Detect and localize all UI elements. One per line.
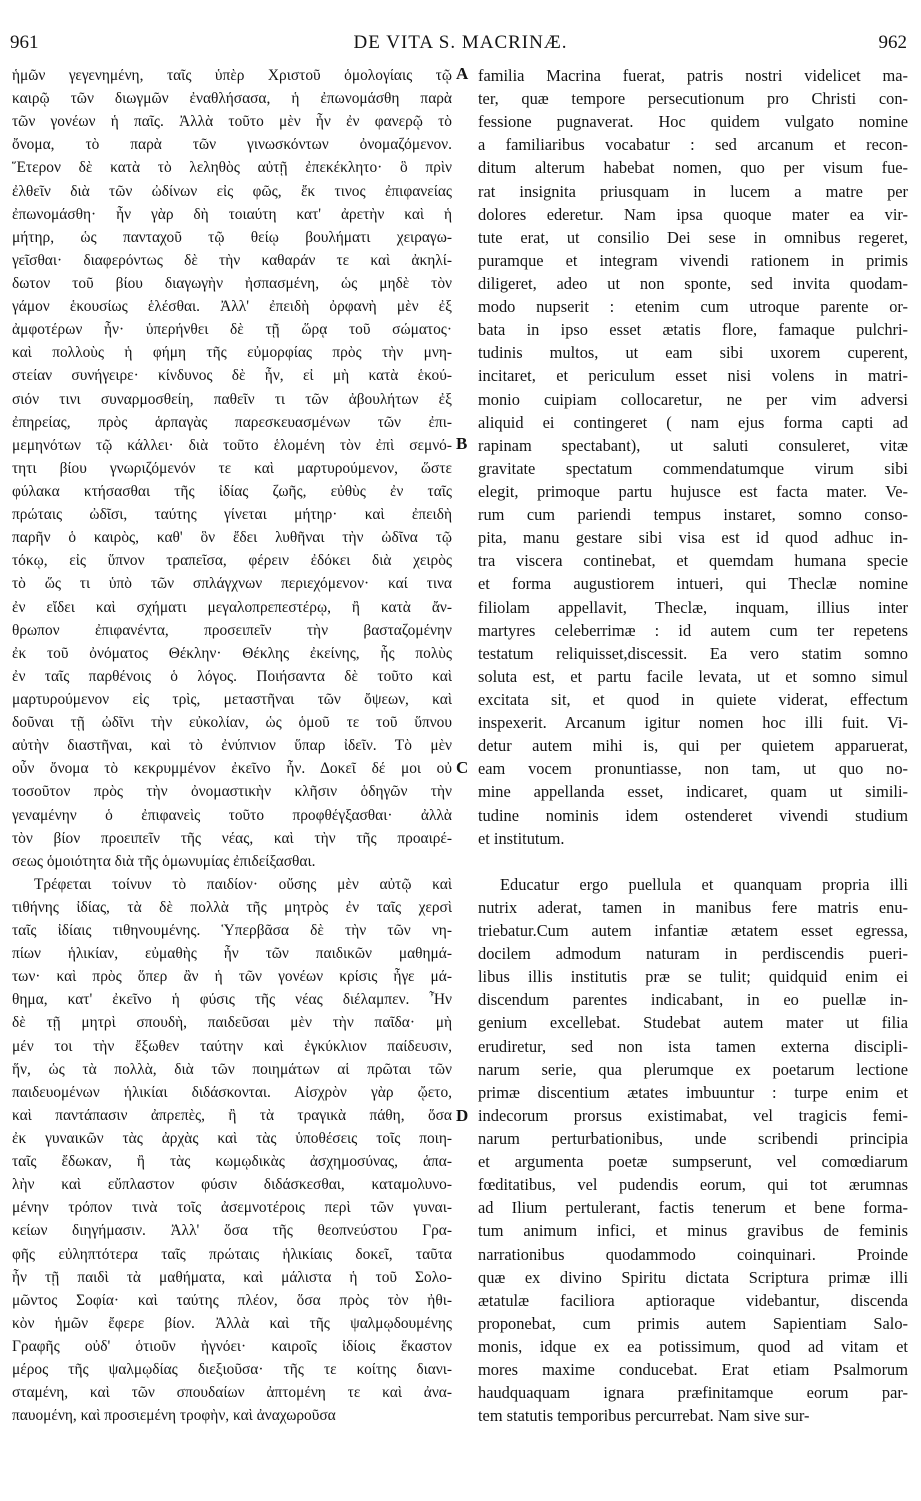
greek-line: παιδευομένων ἡλικίαι διδάσκονται. Αἰσχρὸν γὰρ ᾤετο, — [12, 1083, 452, 1101]
latin-line: discendum parentes indicabant, in eo puellæ in- — [478, 990, 908, 1010]
latin-line: fœditatibus, vel pudendis eorum, qui tot ærumnas — [478, 1175, 908, 1195]
latin-line: tute erat, ut consilio Dei sese in omnibus regeret, — [478, 227, 908, 247]
latin-line: erudiretur, sed non ista tamen externa discipli- — [478, 1036, 908, 1056]
greek-line: των· καὶ πρὸς ὅπερ ἂν ἡ τῶν γονέων κρίσις ἦγε μά- — [12, 968, 452, 986]
greek-line: μένην τρόπον τινὰ τοῖς ἀσεμνοτέροις περὶ τῶν γυναι- — [12, 1199, 452, 1217]
latin-line: mores maxime conducebat. Erat etiam Psalmorum — [478, 1360, 908, 1380]
greek-line: μαρτυρούμενον εἰς τρὶς, μεταστῆναι τῶν ὄψεων, καὶ — [12, 690, 452, 708]
greek-line: Γραφῆς οὐδ' ὁτιοῦν ἠγνόει· καιροῖς ἰδίοις ἕκαστον — [12, 1338, 452, 1356]
greek-line: ἡμῶν γεγενημένη, ταῖς ὑπὲρ Χριστοῦ ὁμολογίαις τῷ — [12, 67, 452, 84]
latin-line: rum cum pariendi tempus instaret, somno conso- — [478, 505, 908, 525]
greek-line: ἐν ταῖς παρθένοις ὁ λόγος. Ποιήσαντα δὲ τοῦτο καὶ — [12, 667, 452, 685]
greek-line: μῶντος Σοφία· καὶ ταύτης πλέον, ὅσα πρὸς τὸν ἠθι- — [12, 1291, 452, 1309]
margin-marker-a: A — [456, 64, 469, 83]
greek-line: θρωπον ἐπιφανέντα, προσειπεῖν τὴν βασταζομένην — [12, 621, 452, 639]
greek-line: γεναμένην ὁ ἐπιφανεὶς τοῦτο προφθέγξασθαι· ἀλλὰ — [12, 806, 452, 824]
latin-line: puramque et integram vivendi rationem in primis — [478, 250, 908, 270]
greek-line: ἐπηρείας, πρὸς ἁρπαγὰς παρεσκευασμένων τῶν ἐπι- — [12, 413, 452, 431]
latin-line: bata in ipso esset ætatis flore, famaque pulchri- — [478, 320, 908, 340]
page-number-right: 962 — [878, 32, 907, 53]
latin-line: ter, quæ tempore persecutionum pro Christi con- — [478, 89, 908, 109]
greek-line: παυομένη, καὶ προσιεμένη τροφὴν, καὶ ἀναχωροῦσα — [12, 1407, 336, 1425]
latin-line: ditum alterum habebat nomen, quo per visum fue- — [478, 158, 908, 178]
latin-line: genium excellebat. Studebat autem mater ut filia — [478, 1013, 908, 1033]
latin-line: narum perturbationibus, unde scribendi principia — [478, 1129, 908, 1149]
greek-line: ἥν, ὡς τὰ πολλὰ, διὰ τῶν ποιημάτων αἱ πρῶται τῶν — [12, 1060, 452, 1078]
greek-line: ἐκ γυναικῶν τὰς ἀρχὰς καὶ τὰς ὑποθέσεις τοῖς ποιη- — [12, 1130, 452, 1148]
latin-line: tem statutis temporibus percurrebat. Nam sive sur- — [478, 1406, 810, 1426]
greek-line: μέρος τῆς ψαλμῳδίας διεξιοῦσα· τῆς τε κοίτης διανι- — [12, 1361, 452, 1379]
greek-line: τοσοῦτον πρὸς τὴν ὀνομαστικὴν κλῆσιν ὁδηγῶν τὴν — [12, 783, 452, 801]
latin-line: docilem admodum naturam in perdiscendis pueri- — [478, 944, 908, 964]
latin-line: soluta est, et partu facile levata, ut et somno simul — [478, 666, 908, 686]
greek-line: Τρέφεται τοίνυν τὸ παιδίον· οὔσης μὲν αὐτῷ καὶ — [34, 875, 452, 893]
margin-marker-b: B — [456, 434, 468, 453]
latin-line: fessione pugnaverat. Hoc quidem vulgato nomine — [478, 112, 908, 132]
latin-line: tudinis multos, ut eam sibi uxorem cuperent, — [478, 343, 908, 363]
latin-line: dolores ederetur. Nam ipsa quoque mater ea vir- — [478, 204, 908, 224]
greek-line: ἐπωνομάσθη· ἦν γὰρ δὴ τοιαύτη κατ' ἀρετὴν καὶ ἡ — [12, 205, 452, 223]
latin-line: rat insignita priusquam in lucem a matre per — [478, 181, 908, 201]
greek-line: μήτηρ, ὡς πανταχοῦ τῷ θείῳ βουλήματι χειραγω- — [12, 228, 452, 246]
latin-line: gravitate spectatum commendatumque virum sibi — [478, 458, 908, 478]
latin-line: familia Macrina fuerat, patris nostri videlicet ma- — [478, 66, 908, 85]
latin-line: quæ ex divino Spiritu dictata Scriptura primæ illi — [478, 1267, 908, 1287]
greek-line: καὶ πολλοὺς ἡ φήμη τῆς εὐμορφίας πρὸς τὴν μνη- — [12, 344, 452, 362]
greek-text-column — [12, 64, 452, 1427]
greek-line: καὶ παντάπασιν ἀπρεπὲς, ἢ τὰ τραγικὰ πάθη, ὅσα — [12, 1106, 452, 1124]
latin-line: Educatur ergo puellula et quanquam propria illi — [500, 874, 908, 894]
latin-line: monis, idque ex ea potissimum, quod ad vitam et — [478, 1337, 908, 1357]
greek-line: τιθήνης ἰδίας, τὰ δὲ πολλὰ τῆς μητρὸς ἐν ταῖς χερσὶ — [12, 898, 452, 916]
greek-line: μέν τοι τὴν ἔξωθεν ταύτην καὶ ἐγκύκλιον παίδευσιν, — [12, 1037, 452, 1055]
greek-line: λὴν καὶ εὔπλαστον φύσιν διδάσκεσθαι, καταμολυνο- — [12, 1176, 452, 1194]
greek-line: πίων ἡλικίαν, εὐμαθὴς ἦν τῶν παιδικῶν μαθημά- — [12, 945, 452, 963]
latin-line: monio cuipiam collocaretur, ne per vim adversi — [478, 389, 908, 409]
greek-line: παρῆν ὁ καιρὸς, καθ' ὃν ἔδει λυθῆναι τὴν ὠδῖνα τῷ — [12, 529, 452, 547]
latin-line: mine appellanda esset, indicaret, quam ut simili- — [478, 782, 908, 802]
greek-line: φύλακα κτήσασθαι τῆς ἰδίας ζωῆς, εὐθὺς ἐν ταῖς — [12, 482, 452, 500]
greek-line: ταῖς ἰδίαις τιθηνουμένης. Ὑπερβᾶσα δὲ τὴν τῶν νη- — [12, 922, 452, 940]
latin-line: indecorum prorsus existimabat, vel tragicis femi- — [478, 1105, 908, 1125]
latin-line: filiolam appellavit, Theclæ, inquam, illius inter — [478, 597, 908, 617]
greek-line: δοῦναι τῇ ὠδῖνι τὴν εὐκολίαν, ὡς ὁμοῦ τε τοῦ ὕπνου — [12, 714, 452, 732]
latin-line: pita, manu gestare sibi visa est id quod adhuc in- — [478, 528, 908, 548]
greek-line: ἐλθεῖν διὰ τῶν ὠδίνων εἰς φῶς, ἔκ τινος ἐπιφανείας — [12, 182, 452, 200]
latin-line: ætatulæ faciliora aptioraque videbantur, discenda — [478, 1290, 908, 1310]
greek-line: φῆς εὐληπτότερα ταῖς πρώταις ἡλικίαις δοκεῖ, ταῦτα — [12, 1245, 452, 1263]
latin-line: eam vocem pronuntiasse, non tam, ut quo no- — [478, 759, 908, 779]
latin-line: tum animum infici, et minus gravibus de feminis — [478, 1221, 908, 1241]
paragraph-gap — [478, 850, 908, 873]
greek-line: τὸν βίον προειπεῖν τῆς νέας, καὶ τὴν τῆς προαιρέ- — [12, 829, 452, 847]
greek-line: θημα, κατ' ἐκεῖνο ἡ φύσις τῆς νέας διέλαμπεν. Ἦν — [12, 991, 452, 1009]
latin-line: rapinam spectabant), ut saluti consuleret, vitæ — [478, 435, 908, 455]
greek-line: αὐτὴν διαστῆναι, καὶ τὸ ἐνύπνιον ὕπαρ ἰδεῖν. Τὸ μὲν — [12, 737, 452, 755]
greek-line: ἐκ τοῦ ὀνόματος Θέκλην· Θέκλης ἐκείνης, ἧς πολὺς — [12, 644, 452, 662]
latin-line: detur autem mihi is, qui per quietem apparuerat, — [478, 736, 908, 756]
greek-line: δωτον τοῦ βίου διαγωγὴν ἠσπασμένη, ὡς μηδὲ τὸν — [12, 274, 452, 292]
latin-line: triebatur.Cum autem infantiæ ætatem esset egressa, — [478, 921, 908, 941]
greek-line: Ἕτερον δὲ κατὰ τὸ λεληθὸς αὐτῇ ἐπεκέκλητο· ὃ πρὶν — [12, 159, 452, 177]
greek-line: ταῖς ἔδωκαν, ἢ τὰς κωμῳδικὰς ἀσχημοσύνας, ἁπα- — [12, 1153, 452, 1171]
greek-line: γεῖσθαι· διαφερόντως δὲ τὴν καθαράν τε καὶ ἀκηλί- — [12, 251, 452, 269]
latin-line: excitata sit, et quod in quiete viderat, effectum — [478, 689, 908, 709]
greek-line: σεως ὁμοιότητα διὰ τῆς ὁμωνυμίας ἐπιδείξασθαι. — [12, 852, 316, 870]
greek-line: ἐν εἴδει καὶ σχήματι μεγαλοπρεπεστέρῳ, ἢ κατὰ ἄν- — [12, 598, 452, 616]
greek-line: κὸν ἡμῶν ἔφερε βίον. Ἀλλὰ καὶ τῆς ψαλμῳδουμένης — [12, 1314, 452, 1332]
latin-line: primæ discentium ætates imbuuntur : turpe enim et — [478, 1082, 908, 1102]
greek-line: πρώταις ὠδῖσι, ταύτης γίνεται μήτηρ· καὶ ἐπειδὴ — [12, 506, 452, 524]
margin-marker-c: C — [456, 758, 469, 777]
latin-line: tra viscera continebat, et quemdam humana specie — [478, 551, 908, 571]
latin-line: diligeret, adeo ut non sponte, sed invita quodam- — [478, 273, 908, 293]
latin-line: ad Ilium pertulerant, factis tenerum et bene forma- — [478, 1198, 908, 1218]
greek-line: ὄνομα, τὸ παρὰ τῶν γινωσκόντων ὀνομαζόμενον. — [12, 136, 452, 154]
latin-line: a familiaribus vocabatur : sed arcanum et recon- — [478, 135, 908, 155]
greek-line: ἀμφοτέρων ἦν· ὑπερήνθει δὲ τῇ ὥρᾳ τοῦ σώματος· — [12, 321, 452, 339]
greek-line: σταμένη, καὶ τῶν σπουδαίων ἀπτομένη τε καὶ ἀνα- — [12, 1384, 452, 1402]
latin-line: elegit, primoque partu hujusce est facta mater. Ve- — [478, 481, 908, 501]
greek-line: γάμον ἑκουσίως ἑλέσθαι. Ἀλλ' ἐπειδὴ ὀρφανὴ μὲν ἐξ — [12, 298, 452, 316]
latin-line: haudquaquam ignara præfinitamque eorum par- — [478, 1383, 908, 1403]
greek-line: σιόν τινι συναρμοσθείη, παθεῖν τι τῶν ἀβουλήτων ἐξ — [12, 390, 452, 408]
greek-line: δὲ τῇ μητρὶ σπουδὴ, παιδεῦσαι μὲν τὴν παῖδα· μὴ — [12, 1014, 452, 1032]
latin-line: et forma augustiorem intueri, qui Theclæ nomine — [478, 574, 908, 594]
latin-line: aliquid ei contingeret ( nam ejus forma capti ad — [478, 412, 908, 432]
margin-marker-d: D — [456, 1106, 469, 1125]
latin-line: narum serie, qua plerumque ex poetarum lectione — [478, 1059, 908, 1079]
greek-line: τητι βίου γνωριζόμενόν τε καὶ μαρτυρούμενον, ὥστε — [12, 459, 452, 477]
running-title: DE VITA S. MACRINÆ. — [353, 32, 568, 53]
latin-line: testatum reliquisset,discessit. Ea vero statim somno — [478, 643, 908, 663]
greek-line: στείαν συνήγειρε· κίνδυνος δὲ ἦν, εἰ μὴ κατὰ ἑκού- — [12, 367, 452, 385]
greek-line: οὖν ὄνομα τὸ κεκρυμμένον ἐκεῖνο ἦν. Δοκεῖ δέ μοι οὐ — [12, 760, 452, 778]
greek-line: κείων διηγήμασιν. Ἀλλ' ὅσα τῆς θεοπνεύστου Γρα- — [12, 1222, 452, 1240]
latin-line: nutrix aderat, tamen in manibus fere matris enu- — [478, 897, 908, 917]
greek-line: καιρῷ τῶν διωγμῶν ἐναθλήσασα, ἡ ἐπωνομάσθη παρὰ — [12, 90, 452, 108]
latin-line: modo nupserit : etenim cum utroque parente or- — [478, 297, 908, 317]
latin-line: narrationibus quodammodo coinquinari. Proinde — [478, 1244, 908, 1264]
latin-text-column — [478, 64, 908, 1427]
latin-line: inspexerit. Arcanum igitur nomen hoc illi fuit. Vi- — [478, 713, 908, 733]
greek-line: τῶν γονέων ἡ παῖς. Ἀλλὰ τοῦτο μὲν ἦν ἐν φανερῷ τὸ — [12, 113, 452, 131]
latin-line: incitaret, et periculum esset nisi volens in matri- — [478, 366, 908, 386]
running-header — [0, 32, 921, 58]
greek-line: τόκῳ, εἰς ὕπνον τραπεῖσα, φέρειν ἐδόκει διὰ χειρὸς — [12, 552, 452, 570]
latin-line: proponebat, cum primis autem Sapientiam Salo- — [478, 1313, 908, 1333]
latin-line: libus illis institutis præ se tulit; quidquid enim ei — [478, 967, 908, 987]
page-number-left: 961 — [10, 32, 39, 53]
latin-line: martyres celeberrimæ : id autem cum ter repetens — [478, 620, 908, 640]
latin-line: et argumenta poetæ sumpserunt, vel comœdiarum — [478, 1152, 908, 1172]
latin-line: et institutum. — [478, 828, 565, 848]
greek-line: μεμηνότων τῷ κάλλει· διὰ τοῦτο ἑλομένη τὸν ἐπὶ σεμνό- — [12, 436, 452, 454]
greek-line: τὸ ὥς τι ὑπὸ τῶν σπλάγχνων περιεχόμενον· καί τινα — [12, 575, 452, 593]
latin-line: tudine nominis idem ostenderet vivendi studium — [478, 805, 908, 825]
greek-line: ἦν τῇ παιδὶ τὰ μαθήματα, καὶ μάλιστα ἡ τοῦ Σολο- — [12, 1268, 452, 1286]
